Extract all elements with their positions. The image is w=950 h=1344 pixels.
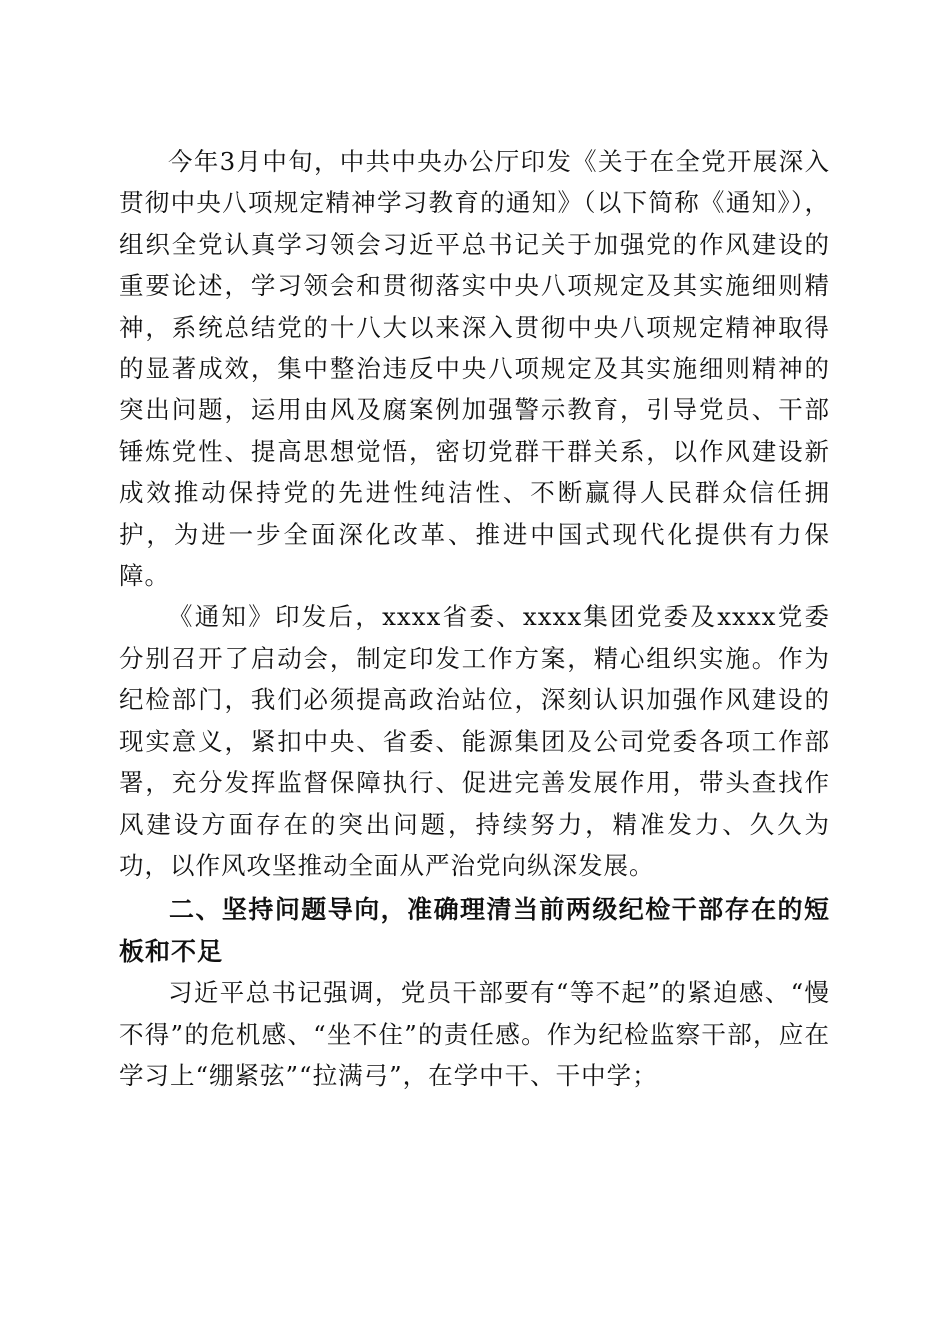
document-body: [119, 141, 830, 1096]
paragraph-implementation: 《通知》印发后，xxxx省委、xxxx集团党委及xxxx党委分别召开了启动会，制定印发工作方案，精心组织实施。作为纪检部门，我们必须提高政治站位，深刻认识加强作风建设的现实意义，紧扣中央、省委、能源集团及公司党委各项工作部署，充分发挥监督保障执行、促进完善发展作用，带头查找作风建设方面存在的突出问题，持续努力，精准发力、久久为功，以作风攻坚推动全面从严治党向纵深发展。: [119, 602, 830, 880]
section-heading-two: 二、坚持问题导向，准确理清当前两级纪检干部存在的短板和不足: [119, 895, 830, 966]
paragraph-notice-issued: 今年3月中旬，中共中央办公厅印发《关于在全党开展深入贯彻中央八项规定精神学习教育的通知》（以下简称《通知》），组织全党认真学习领会习近平总书记关于加强党的作风建设的重要论述，学习领会和贯彻落实中央八项规定及其实施细则精神，系统总结党的十八大以来深入贯彻中央八项规定精神取得的显著成效，集中整治违反中央八项规定及其实施细则精神的突出问题，运用由风及腐案例加强警示教育，引导党员、干部锤炼党性、提高思想觉悟，密切党群干群关系，以作风建设新成效推动保持党的先进性纯洁性、不断赢得人民群众信任拥护，为进一步全面深化改革、推进中国式现代化提供有力保障。: [119, 147, 830, 591]
paragraph-xi-emphasis: 习近平总书记强调，党员干部要有“等不起”的紧迫感、“慢不得”的危机感、“坐不住”的责任感。作为纪检监察干部，应在学习上“绷紧弦”“拉满弓”，在学中干、干中学；: [119, 978, 830, 1090]
